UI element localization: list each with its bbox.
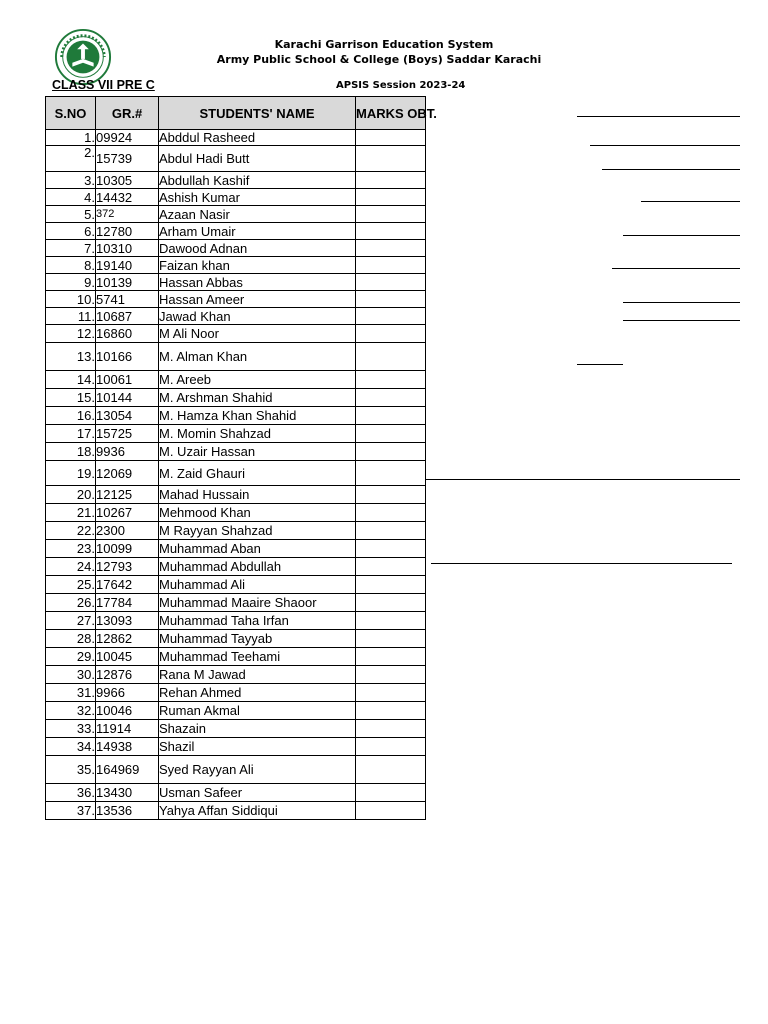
table-row [46, 558, 426, 576]
cell-gr: 372 [96, 206, 159, 223]
cell-marks [356, 648, 426, 666]
cell-sno: 28. [46, 630, 96, 648]
cell-marks [356, 558, 426, 576]
cell-sno: 5. [46, 206, 96, 223]
cell-gr: 16860 [96, 325, 159, 343]
cell-name: Muhammad Abdullah [159, 558, 356, 576]
divider-line [431, 563, 732, 564]
table-row [46, 522, 426, 540]
column-header-sno: S.NO [46, 97, 96, 130]
cell-name: Hassan Abbas [159, 274, 356, 291]
cell-sno: 7. [46, 240, 96, 257]
cell-name: Abddul Rasheed [159, 130, 356, 146]
cell-sno: 35. [46, 756, 96, 784]
table-row [46, 343, 426, 371]
cell-gr: 14432 [96, 189, 159, 206]
cell-sno: 14. [46, 371, 96, 389]
cell-sno: 17. [46, 425, 96, 443]
cell-marks [356, 486, 426, 504]
table-row [46, 630, 426, 648]
table-row [46, 738, 426, 756]
table-row [46, 540, 426, 558]
cell-sno: 9. [46, 274, 96, 291]
cell-name: Muhammad Tayyab [159, 630, 356, 648]
cell-name: M. Uzair Hassan [159, 443, 356, 461]
cell-gr: 12793 [96, 558, 159, 576]
cell-name: Muhammad Teehami [159, 648, 356, 666]
students-table [45, 96, 437, 820]
table-row [46, 291, 426, 308]
cell-gr: 14938 [96, 738, 159, 756]
cell-name: Usman Safeer [159, 784, 356, 802]
cell-marks [356, 343, 426, 371]
table-row [46, 189, 426, 206]
cell-marks [356, 630, 426, 648]
cell-name: Ruman Akmal [159, 702, 356, 720]
signature-line [641, 201, 740, 202]
cell-gr: 10305 [96, 172, 159, 189]
cell-name: Muhammad Maaire Shaoor [159, 594, 356, 612]
cell-sno: 37. [46, 802, 96, 820]
cell-gr: 10046 [96, 702, 159, 720]
session-label: APSIS Session 2023-24 [336, 80, 466, 91]
cell-gr: 12862 [96, 630, 159, 648]
cell-marks [356, 130, 426, 146]
cell-sno: 33. [46, 720, 96, 738]
cell-marks [356, 308, 426, 325]
table-row [46, 130, 426, 146]
table-row [46, 325, 426, 343]
cell-name: Arham Umair [159, 223, 356, 240]
signature-line [612, 268, 740, 269]
table-row [46, 720, 426, 738]
cell-sno: 6. [46, 223, 96, 240]
cell-gr: 13054 [96, 407, 159, 425]
cell-sno: 29. [46, 648, 96, 666]
cell-name: Abdullah Kashif [159, 172, 356, 189]
cell-marks [356, 371, 426, 389]
table-row [46, 612, 426, 630]
school-system-name: Karachi Garrison Education System [274, 38, 494, 51]
signature-line [623, 320, 740, 321]
students-table-body [46, 130, 426, 820]
table-row [46, 784, 426, 802]
cell-sno: 36. [46, 784, 96, 802]
table-row [46, 146, 426, 172]
cell-marks [356, 720, 426, 738]
cell-marks [356, 784, 426, 802]
cell-gr: 9966 [96, 684, 159, 702]
cell-marks [356, 443, 426, 461]
cell-gr: 10061 [96, 371, 159, 389]
table-row [46, 461, 426, 486]
cell-sno: 32. [46, 702, 96, 720]
cell-gr: 10267 [96, 504, 159, 522]
cell-gr: 10045 [96, 648, 159, 666]
cell-sno: 23. [46, 540, 96, 558]
table-row [46, 802, 426, 820]
cell-name: M. Alman Khan [159, 343, 356, 371]
cell-sno: 31. [46, 684, 96, 702]
divider-line [425, 479, 740, 480]
cell-marks [356, 407, 426, 425]
cell-gr: 17784 [96, 594, 159, 612]
table-row [46, 425, 426, 443]
table-row [46, 576, 426, 594]
cell-marks [356, 274, 426, 291]
cell-gr: 5741 [96, 291, 159, 308]
cell-gr: 10687 [96, 308, 159, 325]
cell-marks [356, 702, 426, 720]
cell-marks [356, 594, 426, 612]
cell-marks [356, 504, 426, 522]
cell-name: M Rayyan Shahzad [159, 522, 356, 540]
signature-line [590, 145, 740, 146]
cell-marks [356, 389, 426, 407]
cell-marks [356, 325, 426, 343]
cell-sno: 8. [46, 257, 96, 274]
cell-marks [356, 240, 426, 257]
cell-gr: 164969 [96, 756, 159, 784]
table-row [46, 389, 426, 407]
cell-marks [356, 666, 426, 684]
cell-gr: 13430 [96, 784, 159, 802]
signature-line [602, 169, 740, 170]
cell-sno: 11. [46, 308, 96, 325]
cell-sno: 19. [46, 461, 96, 486]
cell-name: Shazil [159, 738, 356, 756]
table-row [46, 274, 426, 291]
table-row [46, 443, 426, 461]
column-header-gr: GR.# [96, 97, 159, 130]
cell-name: Hassan Ameer [159, 291, 356, 308]
cell-gr: 10099 [96, 540, 159, 558]
cell-gr: 10166 [96, 343, 159, 371]
cell-name: Rana M Jawad [159, 666, 356, 684]
cell-gr: 11914 [96, 720, 159, 738]
cell-gr: 17642 [96, 576, 159, 594]
signature-line [623, 235, 740, 236]
cell-name: Rehan Ahmed [159, 684, 356, 702]
cell-sno: 18. [46, 443, 96, 461]
cell-gr: 15725 [96, 425, 159, 443]
cell-gr: 13093 [96, 612, 159, 630]
cell-name: Dawood Adnan [159, 240, 356, 257]
table-row [46, 240, 426, 257]
cell-sno: 27. [46, 612, 96, 630]
cell-name: Faizan khan [159, 257, 356, 274]
cell-gr: 12069 [96, 461, 159, 486]
cell-name: Mehmood Khan [159, 504, 356, 522]
cell-sno: 15. [46, 389, 96, 407]
table-row [46, 648, 426, 666]
cell-name: M. Momin Shahzad [159, 425, 356, 443]
column-header-marks: MARKS OBT. [356, 97, 426, 130]
cell-gr: 13536 [96, 802, 159, 820]
cell-name: M. Arshman Shahid [159, 389, 356, 407]
table-row [46, 172, 426, 189]
cell-gr: 15739 [96, 146, 159, 172]
cell-marks [356, 189, 426, 206]
table-row [46, 308, 426, 325]
column-header-name: STUDENTS' NAME [159, 97, 356, 130]
cell-marks [356, 540, 426, 558]
cell-gr: 19140 [96, 257, 159, 274]
cell-gr: 12876 [96, 666, 159, 684]
table-row [46, 223, 426, 240]
cell-name: Shazain [159, 720, 356, 738]
cell-gr: 09924 [96, 130, 159, 146]
cell-name: Ashish Kumar [159, 189, 356, 206]
cell-sno: 25. [46, 576, 96, 594]
cell-sno: 34. [46, 738, 96, 756]
cell-marks [356, 172, 426, 189]
cell-marks [356, 576, 426, 594]
cell-sno: 4. [46, 189, 96, 206]
cell-name: M Ali Noor [159, 325, 356, 343]
school-name: Army Public School & College (Boys) Saddar Karachi [216, 53, 542, 66]
table-header-row [46, 97, 426, 130]
cell-gr: 10144 [96, 389, 159, 407]
cell-marks [356, 522, 426, 540]
cell-marks [356, 738, 426, 756]
cell-name: M. Areeb [159, 371, 356, 389]
class-title: CLASS VII PRE C [52, 78, 155, 92]
signature-line [623, 302, 740, 303]
cell-sno: 10. [46, 291, 96, 308]
cell-sno: 26. [46, 594, 96, 612]
cell-sno: 13. [46, 343, 96, 371]
cell-marks [356, 206, 426, 223]
cell-gr: 10139 [96, 274, 159, 291]
table-row [46, 257, 426, 274]
cell-name: M. Zaid Ghauri [159, 461, 356, 486]
cell-name: Abdul Hadi Butt [159, 146, 356, 172]
signature-line [577, 364, 623, 365]
cell-marks [356, 257, 426, 274]
cell-marks [356, 291, 426, 308]
cell-marks [356, 146, 426, 172]
cell-sno: 1. [46, 130, 96, 146]
cell-gr: 12125 [96, 486, 159, 504]
cell-sno: 20. [46, 486, 96, 504]
cell-name: Muhammad Taha Irfan [159, 612, 356, 630]
table-row [46, 666, 426, 684]
cell-marks [356, 425, 426, 443]
table-row [46, 504, 426, 522]
cell-marks [356, 802, 426, 820]
table-row [46, 371, 426, 389]
cell-name: Muhammad Aban [159, 540, 356, 558]
cell-gr: 12780 [96, 223, 159, 240]
cell-gr: 10310 [96, 240, 159, 257]
signature-line [577, 116, 740, 117]
cell-sno: 30. [46, 666, 96, 684]
cell-marks [356, 223, 426, 240]
cell-marks [356, 756, 426, 784]
cell-name: Jawad Khan [159, 308, 356, 325]
table-row [46, 684, 426, 702]
table-row [46, 407, 426, 425]
cell-marks [356, 461, 426, 486]
cell-sno: 12. [46, 325, 96, 343]
table-row [46, 756, 426, 784]
cell-sno: 16. [46, 407, 96, 425]
cell-name: Azaan Nasir [159, 206, 356, 223]
cell-name: Mahad Hussain [159, 486, 356, 504]
cell-name: Syed Rayyan Ali [159, 756, 356, 784]
cell-marks [356, 684, 426, 702]
table-row [46, 702, 426, 720]
cell-sno: 21. [46, 504, 96, 522]
cell-name: Yahya Affan Siddiqui [159, 802, 356, 820]
table-row [46, 486, 426, 504]
cell-name: Muhammad Ali [159, 576, 356, 594]
cell-sno: 24. [46, 558, 96, 576]
cell-sno: 22. [46, 522, 96, 540]
cell-gr: 9936 [96, 443, 159, 461]
cell-sno: 3. [46, 172, 96, 189]
cell-marks [356, 612, 426, 630]
cell-name: M. Hamza Khan Shahid [159, 407, 356, 425]
cell-gr: 2300 [96, 522, 159, 540]
table-row [46, 594, 426, 612]
cell-sno: 2. [46, 146, 96, 172]
table-row [46, 206, 426, 223]
